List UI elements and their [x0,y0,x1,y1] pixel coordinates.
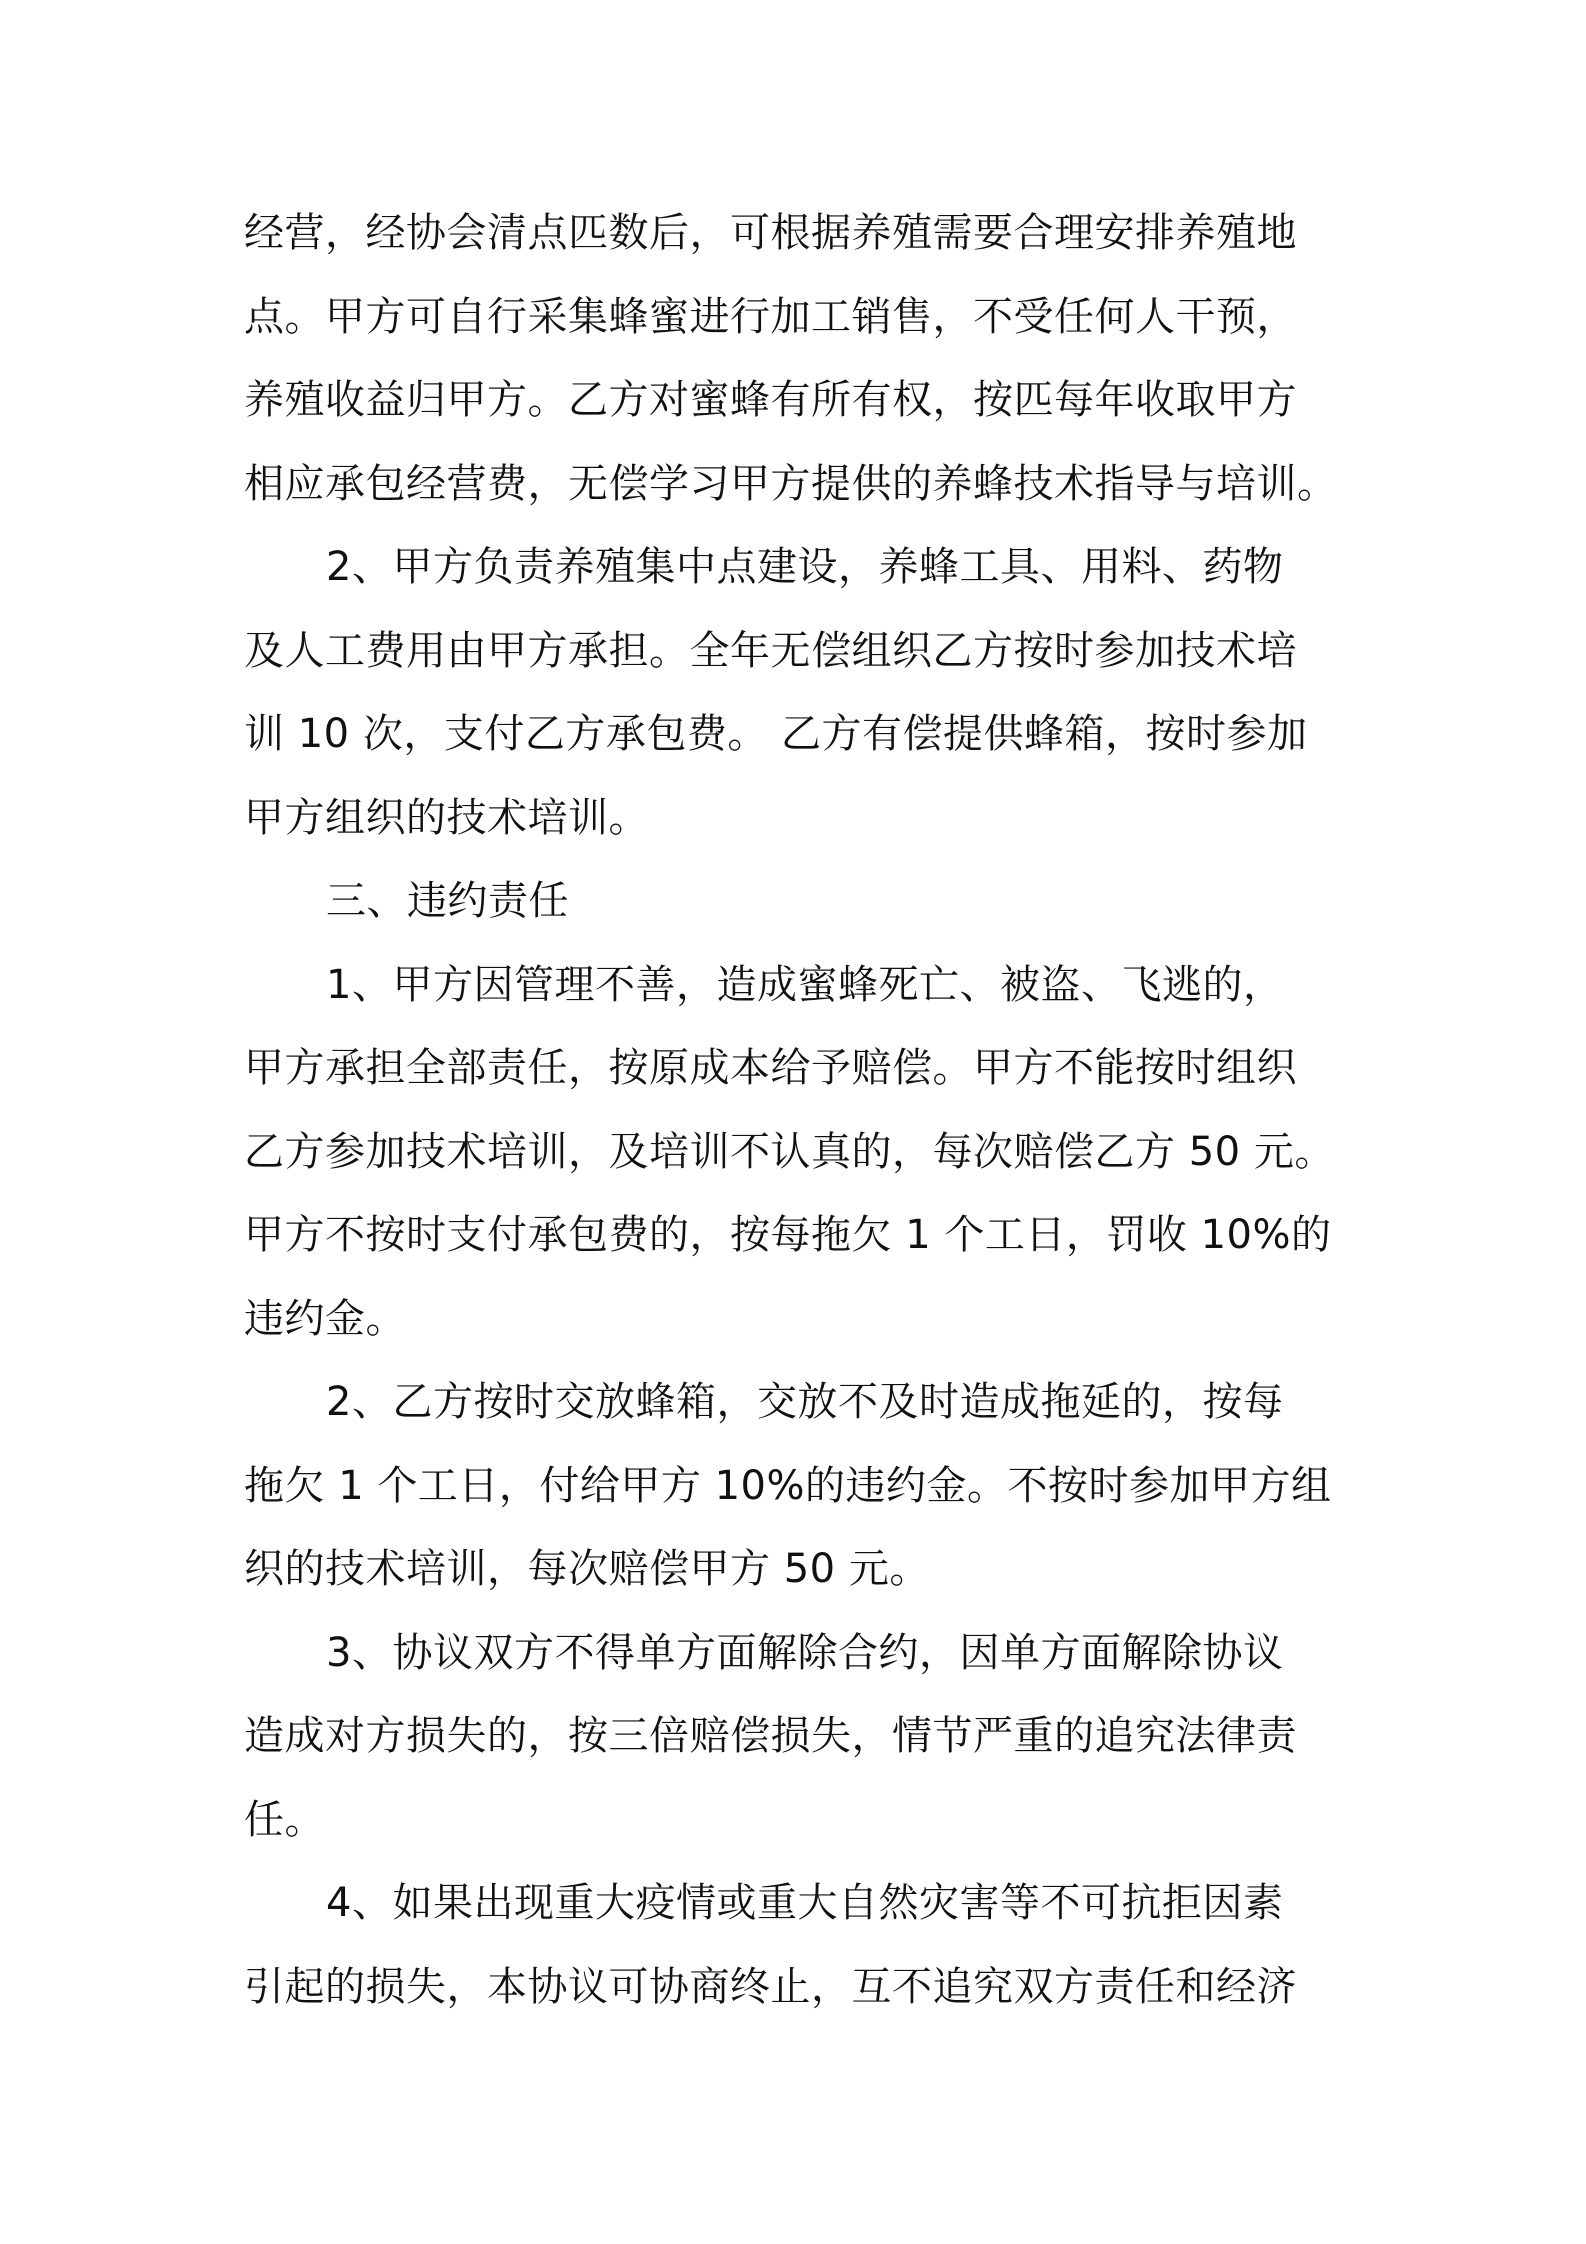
text-line: 甲方承担全部责任，按原成本给予赔偿。甲方不能按时组织 [244,1045,1297,1091]
text-line: 甲方不按时支付承包费的，按每拖欠 1 个工日，罚收 10%的 [244,1212,1332,1258]
text-line: 点。甲方可自行采集蜂蜜进行加工销售，不受任何人干预， [244,293,1297,340]
text-line: 甲方组织的技术培训。 [244,794,649,841]
text-line: 3、协议双方不得单方面解除合约，因单方面解除协议 [326,1629,1284,1676]
text-line: 及人工费用由甲方承担。全年无偿组织乙方按时参加技术培 [244,627,1297,674]
contract-text-block [244,192,1374,2029]
text-line: 1、甲方因管理不善，造成蜜蜂死亡、被盗、飞逃的， [326,961,1284,1008]
text-line: 拖欠 1 个工日，付给甲方 10%的违约金。不按时参加甲方组 [244,1462,1332,1509]
text-line: 2、乙方按时交放蜂箱，交放不及时造成拖延的，按每 [326,1379,1284,1425]
section-heading: 三、违约责任 [326,878,569,924]
text-line: 违约金。 [244,1295,406,1342]
text-line: 相应承包经营费，无偿学习甲方提供的养蜂技术指导与培训。 [244,460,1338,507]
text-line: 乙方参加技术培训，及培训不认真的，每次赔偿乙方 50 元。 [244,1128,1335,1175]
text-line: 织的技术培训，每次赔偿甲方 50 元。 [244,1546,930,1592]
text-line: 任。 [244,1796,325,1843]
text-line: 4、如果出现重大疫情或重大自然灾害等不可抗拒因素 [326,1880,1284,1926]
text-line: 引起的损失，本协议可协商终止，互不追究双方责任和经济 [244,1963,1297,2010]
text-line: 经营，经协会清点匹数后，可根据养殖需要合理安排养殖地 [244,210,1297,256]
text-line: 2、甲方负责养殖集中点建设，养蜂工具、用料、药物 [326,544,1284,590]
text-line: 造成对方损失的，按三倍赔偿损失，情节严重的追究法律责 [244,1713,1297,1759]
text-line: 训 10 次，支付乙方承包费。 乙方有偿提供蜂箱，按时参加 [244,711,1308,757]
text-line: 养殖收益归甲方。乙方对蜜蜂有所有权，按匹每年收取甲方 [244,377,1297,423]
